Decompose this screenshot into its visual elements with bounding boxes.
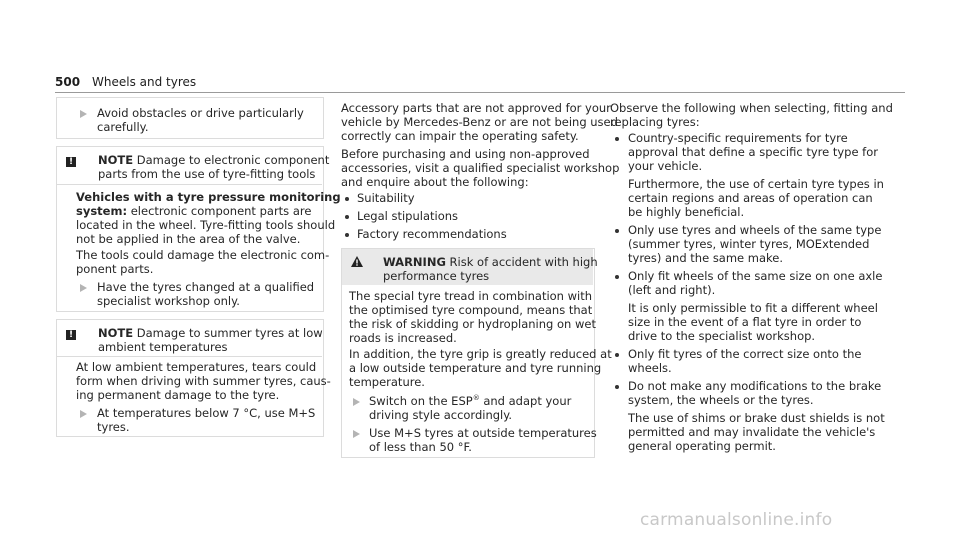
paragraph-line: replacing tyres: [610, 115, 700, 129]
warning-title [383, 255, 598, 270]
action-arrow-icon [80, 284, 87, 292]
bullet-item: Legal stipulations [357, 209, 459, 223]
warning-triangle-icon [351, 256, 363, 267]
warning-text-line: a low outside temperature and tyre running [349, 361, 602, 375]
paragraph-line: Observe the following when selecting, fitting and [610, 101, 893, 115]
notice-text: electronic component parts are [130, 204, 312, 218]
notice-icon: ! [66, 330, 76, 340]
paragraph-line: vehicle by Mercedes-Benz or are not being used [341, 115, 618, 129]
bullet-text-line: Only fit tyres of the correct size onto the [628, 347, 862, 361]
notice-text-line: not be applied in the area of the valve. [76, 232, 301, 246]
bullet-text-line: approval that define a specific tyre type for [628, 145, 878, 159]
bullet-text-line: The use of shims or brake dust shields is not [628, 411, 885, 425]
warning-text-line: In addition, the tyre grip is greatly reduced at [349, 347, 612, 361]
bullet-text-line: Country-specific requirements for tyre [628, 131, 848, 145]
bullet-text-line: permitted and may invalidate the vehicle's [628, 425, 876, 439]
bullet-dot [615, 353, 619, 357]
page-number: 500 [55, 75, 81, 89]
notice-title-text: Damage to summer tyres at low [136, 326, 323, 340]
bullet-text-line: certain regions and areas of operation can [628, 191, 873, 205]
notice-divider [57, 356, 322, 357]
bullet-text-line: size in the event of a flat tyre in order to [628, 315, 862, 329]
bullet-item: Factory recommendations [357, 227, 507, 241]
bullet-dot [345, 197, 349, 201]
warning-text-line: the optimised tyre compound, means that [349, 303, 593, 317]
bullet-text-line: wheels. [628, 361, 672, 375]
warning-title-text: Risk of accident with high [449, 255, 598, 269]
watermark-text: carmanualsonline.info [640, 510, 833, 530]
registered-mark: ® [472, 394, 480, 403]
warning-text-line: the risk of skidding or hydroplaning on wet [349, 317, 596, 331]
bullet-text-line: your vehicle. [628, 159, 703, 173]
bullet-text-line: (left and right). [628, 283, 716, 297]
bullet-text-line: be highly beneficial. [628, 205, 745, 219]
bullet-text-line: system, the wheels or the tyres. [628, 393, 814, 407]
action-arrow-icon [353, 430, 360, 438]
action-text-line: carefully. [97, 120, 149, 134]
notice-text-line [76, 204, 311, 219]
notice-icon: ! [66, 157, 76, 167]
action-text-line: At temperatures below 7 °C, use M+S [97, 406, 316, 420]
bullet-text-line: It is only permissible to fit a different wheel [628, 301, 878, 315]
bullet-text-line: Only fit wheels of the same size on one axle [628, 269, 883, 283]
action-text-line: of less than 50 °F. [369, 440, 472, 454]
paragraph-line: Before purchasing and using non-approved [341, 147, 590, 161]
action-arrow-icon [353, 398, 360, 406]
action-text: and adapt your [479, 394, 572, 408]
action-text-line: Avoid obstacles or drive particularly [97, 106, 304, 120]
bullet-text-line: (summer tyres, winter tyres, MOExtended [628, 237, 870, 251]
notice-bold-lead: Vehicles with a tyre pressure monitoring [76, 190, 341, 204]
warning-label: WARNING [383, 255, 446, 269]
paragraph-line: accessories, visit a qualified specialist workshop [341, 161, 620, 175]
action-text-line: Have the tyres changed at a qualified [97, 280, 315, 294]
paragraph-line: Accessory parts that are not approved for your [341, 101, 611, 115]
bullet-dot [615, 229, 619, 233]
notice-text-line: ponent parts. [76, 262, 154, 276]
bullet-text-line: general operating permit. [628, 439, 776, 453]
notice-text-line: The tools could damage the electronic com- [76, 248, 330, 262]
notice-text-line: located in the wheel. Tyre-fitting tools should [76, 218, 336, 232]
notice-title [98, 153, 329, 168]
warning-text-line: The special tyre tread in combination with [349, 289, 593, 303]
bullet-dot [345, 233, 349, 237]
header-rule [55, 92, 905, 93]
action-text-line: specialist workshop only. [97, 294, 240, 308]
action-arrow-icon [80, 110, 87, 118]
notice-title [98, 326, 323, 341]
action-text-line: driving style accordingly. [369, 408, 513, 422]
notice-title-line: ambient temperatures [98, 340, 228, 354]
paragraph-line: correctly can impair the operating safety. [341, 129, 579, 143]
bullet-dot [615, 275, 619, 279]
action-text-line: Use M+S tyres at outside temperatures [369, 426, 597, 440]
page-section-title: Wheels and tyres [92, 75, 197, 89]
bullet-dot [345, 215, 349, 219]
notice-text-line: ing permanent damage to the tyre. [76, 388, 280, 402]
action-text-line [369, 394, 571, 409]
notice-text-line: form when driving with summer tyres, caus- [76, 374, 331, 388]
warning-title-line: performance tyres [383, 269, 490, 283]
bullet-text-line: tyres) and the same make. [628, 251, 784, 265]
action-text: Switch on the ESP [369, 394, 473, 408]
bullet-dot [615, 385, 619, 389]
bullet-dot [615, 137, 619, 141]
bullet-text-line: Do not make any modifications to the brake [628, 379, 882, 393]
notice-title-text: Damage to electronic component [136, 153, 330, 167]
notice-divider [57, 184, 322, 185]
notice-text-line: At low ambient temperatures, tears could [76, 360, 317, 374]
paragraph-line: and enquire about the following: [341, 175, 529, 189]
bullet-text-line: drive to the specialist workshop. [628, 329, 816, 343]
warning-text-line: roads is increased. [349, 331, 457, 345]
notice-title-line: parts from the use of tyre-fitting tools [98, 167, 316, 181]
bullet-text-line: Furthermore, the use of certain tyre types in [628, 177, 884, 191]
notice-label: NOTE [98, 326, 134, 340]
bullet-text-line: Only use tyres and wheels of the same type [628, 223, 882, 237]
warning-text-line: temperature. [349, 375, 425, 389]
action-text-line: tyres. [97, 420, 130, 434]
bullet-item: Suitability [357, 191, 415, 205]
notice-bold-lead: system: [76, 204, 128, 218]
notice-label: NOTE [98, 153, 134, 167]
action-arrow-icon [80, 410, 87, 418]
